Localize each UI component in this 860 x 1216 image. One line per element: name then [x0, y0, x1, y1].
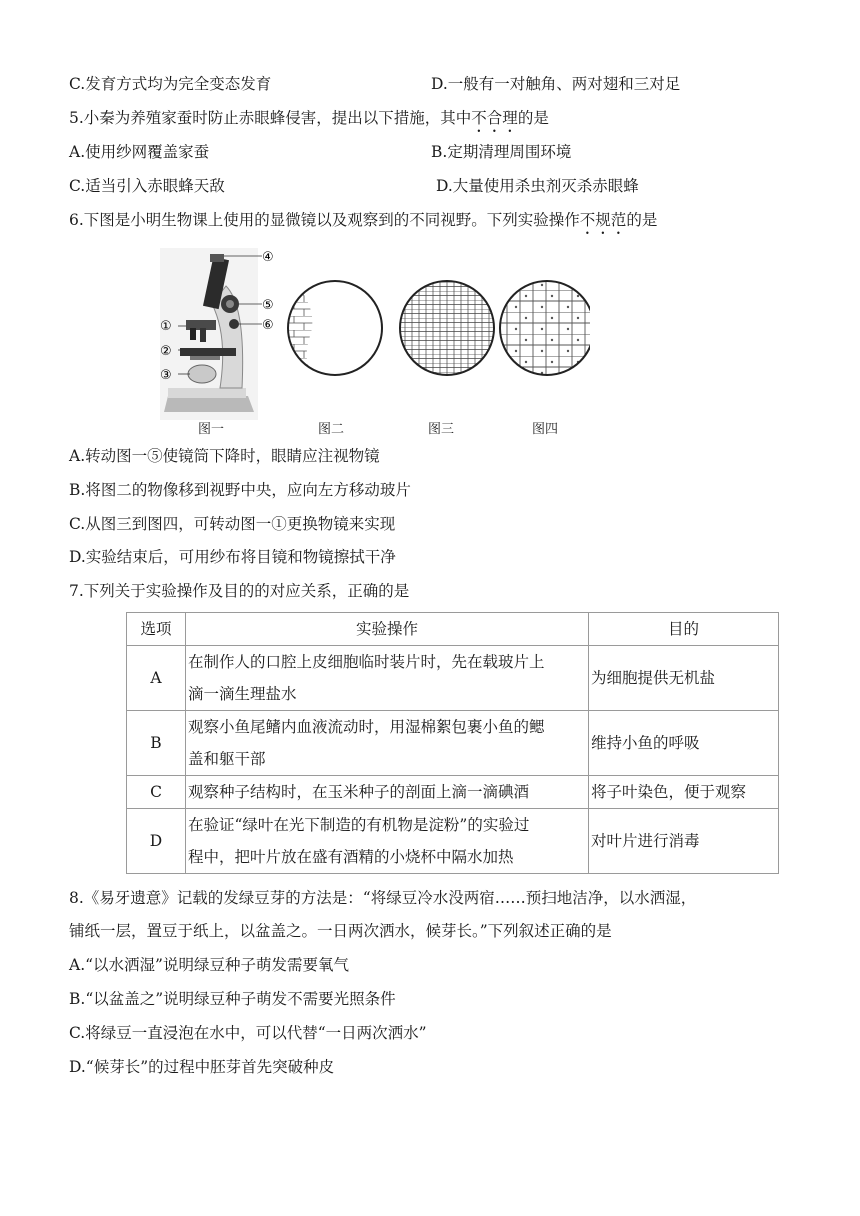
marker-1: ①: [160, 319, 172, 334]
operation-line: 在制作人的口腔上皮细胞临时装片时，先在载玻片上: [188, 653, 545, 671]
operation-line: 在验证“绿叶在光下制造的有机物是淀粉”的实验过: [188, 816, 530, 834]
q4-option-d: D.一般有一对触角、两对翅和三对足: [431, 75, 681, 93]
row-operation: [186, 809, 589, 874]
operation-line: 观察小鱼尾鳍内血液流动时，用湿棉絮包裹小鱼的鳃: [188, 718, 545, 736]
row-option: A: [127, 646, 186, 711]
q5-option-d: D.大量使用杀虫剂灭杀赤眼蜂: [436, 177, 639, 195]
q8-option-d: D.“候芽长”的过程中胚芽首先突破种皮: [69, 1058, 335, 1076]
view-circle-4: [500, 281, 590, 375]
table-row: [127, 776, 779, 809]
microscope-drawing: [160, 248, 262, 420]
fig-label-4: 图四: [532, 422, 559, 437]
header-purpose: 目的: [589, 613, 779, 646]
table-header-row: [127, 613, 779, 646]
q8-stem-line-2: 铺纸一层，置豆于纸上，以盆盖之。一日两次洒水，候芽长。”下列叙述正确的是: [69, 922, 612, 940]
q4-option-c: C.发育方式均为完全变态发育: [69, 75, 272, 93]
operation-line: 盖和躯干部: [188, 750, 266, 768]
microscope-figure-svg: [150, 246, 590, 438]
header-operation: 实验操作: [186, 613, 589, 646]
q6-stem-end: 的是: [626, 211, 658, 229]
q7-stem: 7.下列关于实验操作及目的的对应关系，正确的是: [69, 582, 410, 600]
table-row: [127, 646, 779, 711]
q5-option-c: C.适当引入赤眼蜂天敌: [69, 177, 225, 195]
operation-line: 观察种子结构时，在玉米种子的剖面上滴一滴碘酒: [188, 783, 530, 801]
q6-stem-text: 6.下图是小明生物课上使用的显微镜以及观察到的不同视野。下列实验操作: [69, 211, 580, 229]
row-operation: [186, 646, 589, 711]
view-circle-3: [400, 281, 494, 375]
row-operation: [186, 776, 589, 809]
header-option: 选项: [127, 613, 186, 646]
q8-stem-line-1: 8.《易牙遗意》记载的发绿豆芽的方法是：“将绿豆冷水没两宿……预扫地洁净，以水洒湿，: [69, 889, 697, 907]
q6-option-b: B.将图二的物像移到视野中央，应向左方移动玻片: [69, 481, 411, 499]
q6-option-d: D.实验结束后，可用纱布将目镜和物镜擦拭干净: [69, 548, 396, 566]
fig-label-3: 图三: [428, 422, 455, 437]
q8-option-b: B.“以盆盖之”说明绿豆种子萌发不需要光照条件: [69, 990, 396, 1008]
row-purpose: 维持小鱼的呼吸: [589, 711, 779, 776]
row-purpose: 对叶片进行消毒: [589, 809, 779, 874]
row-purpose: 将子叶染色，便于观察: [589, 776, 779, 809]
q8-option-c: C.将绿豆一直浸泡在水中，可以代替“一日两次洒水”: [69, 1024, 427, 1042]
microscope-figure: [150, 246, 590, 438]
q5-option-a: A.使用纱网覆盖家蚕: [69, 143, 210, 161]
fig-label-2: 图二: [318, 422, 345, 437]
experiment-table: [126, 612, 779, 874]
q5-stem-text: 5.小秦为养殖家蚕时防止赤眼蜂侵害，提出以下措施，其中: [69, 109, 472, 127]
q6-stem: [69, 210, 657, 238]
row-operation: [186, 711, 589, 776]
q6-stem-emphasis: 不规范: [579, 211, 627, 229]
q5-stem-emphasis: 不合理: [471, 109, 518, 127]
table-row: [127, 711, 779, 776]
q8-option-a: A.“以水洒湿”说明绿豆种子萌发需要氧气: [69, 956, 349, 974]
fig-label-1: 图一: [198, 422, 225, 437]
row-purpose: 为细胞提供无机盐: [589, 646, 779, 711]
q6-option-c: C.从图三到图四，可转动图一①更换物镜来实现: [69, 515, 396, 533]
row-option: B: [127, 711, 186, 776]
view-circle-2: [280, 276, 382, 386]
marker-5: ⑤: [262, 298, 274, 313]
row-option: C: [127, 776, 186, 809]
row-option: D: [127, 809, 186, 874]
table-row: [127, 809, 779, 874]
operation-line: 滴一滴生理盐水: [188, 685, 297, 703]
marker-6: ⑥: [262, 318, 274, 333]
q5-stem-end: 的是: [517, 109, 549, 127]
marker-3: ③: [160, 368, 172, 383]
marker-2: ②: [160, 344, 172, 359]
q6-option-a: A.转动图一⑤使镜筒下降时，眼睛应注视物镜: [69, 447, 380, 465]
operation-line: 程中，把叶片放在盛有酒精的小烧杯中隔水加热: [188, 848, 514, 866]
marker-4: ④: [262, 250, 274, 265]
q5-stem: [69, 108, 549, 136]
q5-option-b: B.定期清理周围环境: [431, 143, 572, 161]
